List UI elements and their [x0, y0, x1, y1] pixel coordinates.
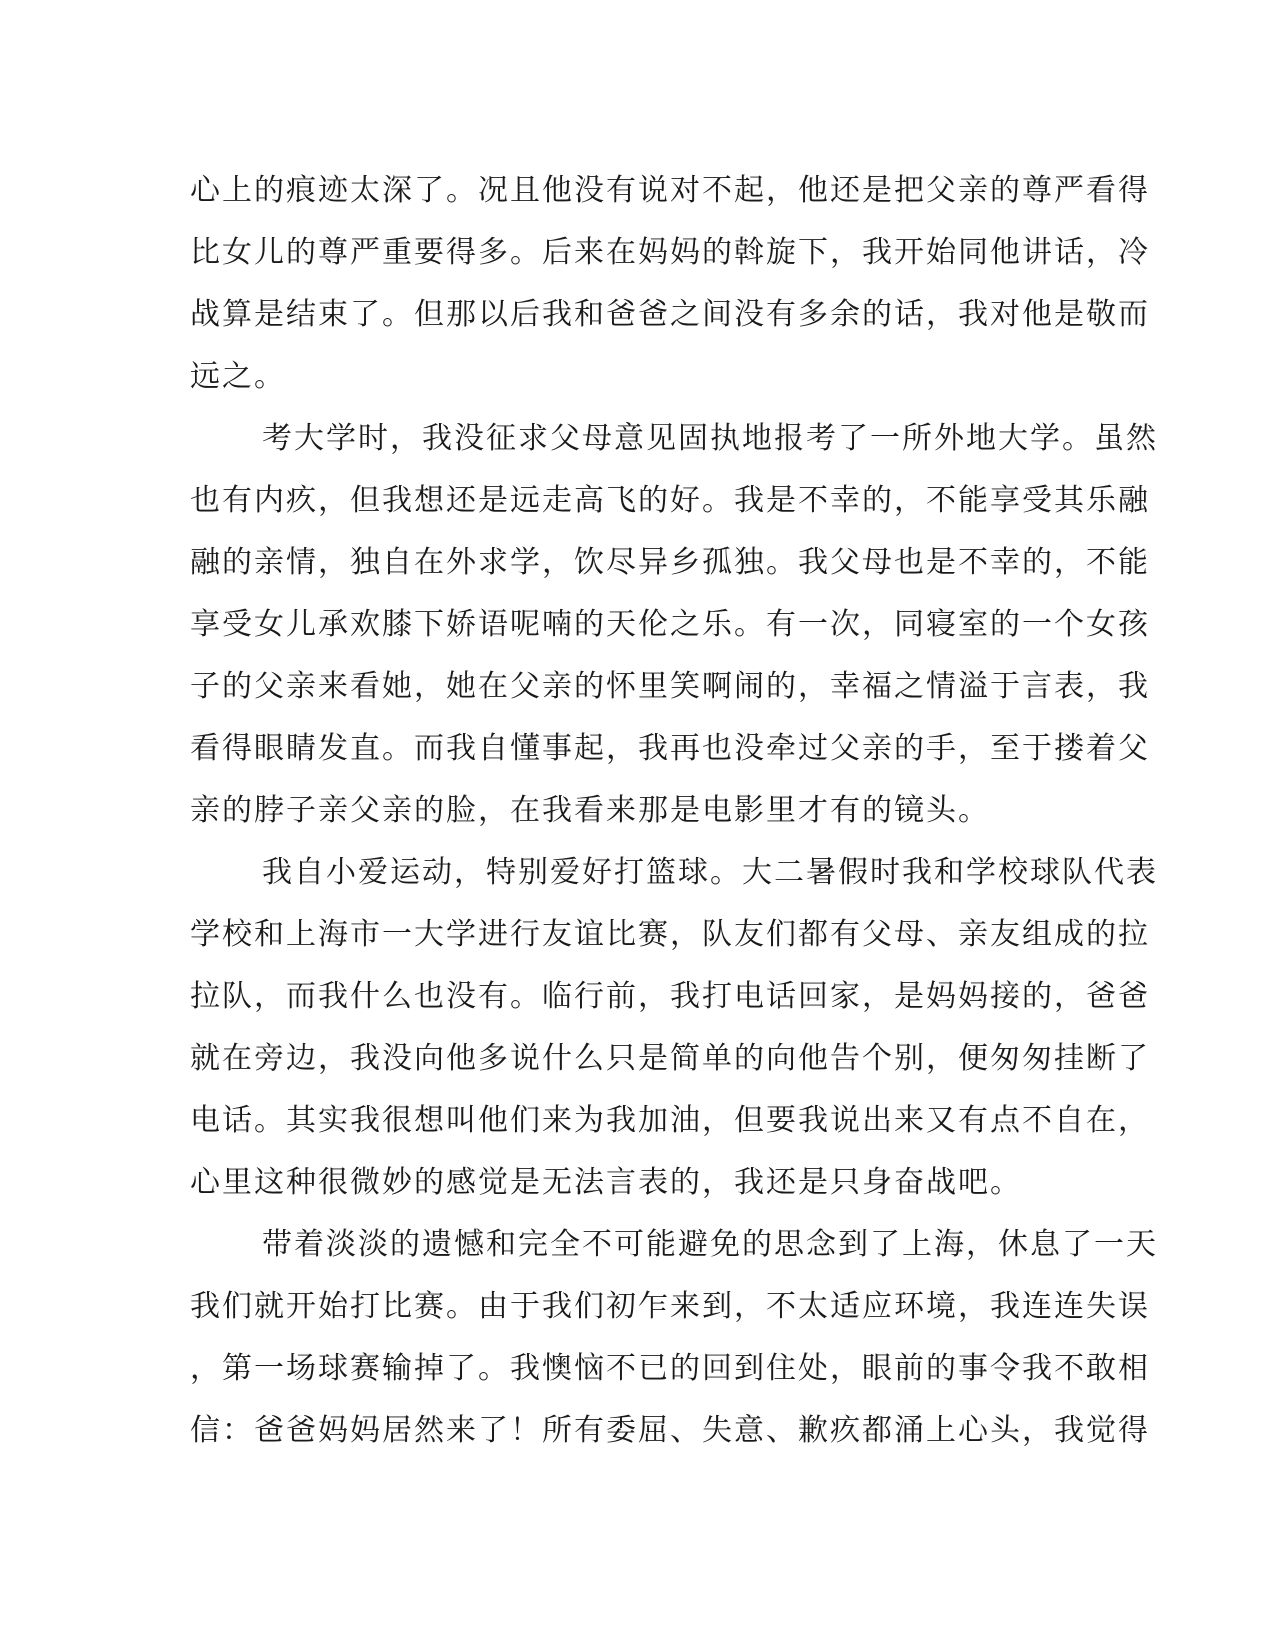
- text-line-indented: 考大学时，我没征求父母意见固执地报考了一所外地大学。虽然: [262, 421, 1158, 456]
- text-line: 学校和上海市一大学进行友谊比赛，队友们都有父母、亲友组成的拉: [190, 917, 1150, 952]
- text-line: 亲的脖子亲父亲的脸，在我看来那是电影里才有的镜头。: [190, 793, 990, 828]
- text-line: 融的亲情，独自在外求学，饮尽异乡孤独。我父母也是不幸的，不能: [190, 545, 1150, 580]
- paragraph-1: [190, 160, 1150, 408]
- text-line: 就在旁边，我没向他多说什么只是简单的向他告个别，便匆匆挂断了: [190, 1041, 1150, 1076]
- paragraph-3: [190, 842, 1158, 1214]
- paragraph-4: [190, 1214, 1158, 1462]
- text-line: 电话。其实我很想叫他们来为我加油，但要我说出来又有点不自在，: [190, 1103, 1150, 1138]
- text-line: 比女儿的尊严重要得多。后来在妈妈的斡旋下，我开始同他讲话，冷: [190, 235, 1150, 270]
- text-line: 子的父亲来看她，她在父亲的怀里笑啊闹的，幸福之情溢于言表，我: [190, 669, 1150, 704]
- text-line-indented: 我自小爱运动，特别爱好打篮球。大二暑假时我和学校球队代表: [262, 855, 1158, 890]
- text-line: 信：爸爸妈妈居然来了！所有委屈、失意、歉疚都涌上心头，我觉得: [190, 1413, 1150, 1448]
- text-line: 拉队，而我什么也没有。临行前，我打电话回家，是妈妈接的，爸爸: [190, 979, 1150, 1014]
- text-line: 战算是结束了。但那以后我和爸爸之间没有多余的话，我对他是敬而: [190, 297, 1150, 332]
- text-line: 心上的痕迹太深了。况且他没有说对不起，他还是把父亲的尊严看得: [190, 173, 1150, 208]
- text-line-indented: 带着淡淡的遗憾和完全不可能避免的思念到了上海，休息了一天: [262, 1227, 1158, 1262]
- text-line: 我们就开始打比赛。由于我们初乍来到，不太适应环境，我连连失误: [190, 1289, 1150, 1324]
- text-line: 享受女儿承欢膝下娇语呢喃的天伦之乐。有一次，同寝室的一个女孩: [190, 607, 1150, 642]
- text-line: 心里这种很微妙的感觉是无法言表的，我还是只身奋战吧。: [190, 1165, 1022, 1200]
- text-line: 看得眼睛发直。而我自懂事起，我再也没牵过父亲的手，至于搂着父: [190, 731, 1150, 766]
- text-line: ，第一场球赛输掉了。我懊恼不已的回到住处，眼前的事令我不敢相: [190, 1351, 1150, 1386]
- body-text: [190, 160, 1158, 1462]
- paragraph-2: [190, 408, 1158, 842]
- text-line: 也有内疚，但我想还是远走高飞的好。我是不幸的，不能享受其乐融: [190, 483, 1150, 518]
- text-line: 远之。: [190, 359, 286, 394]
